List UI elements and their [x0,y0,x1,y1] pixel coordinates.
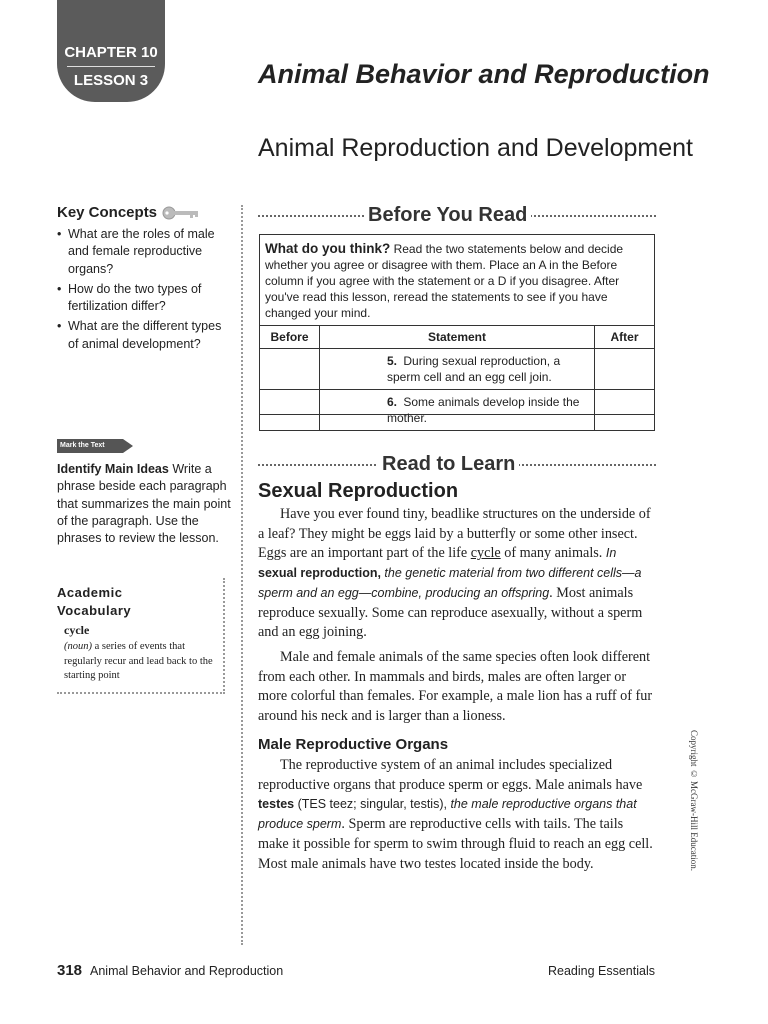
column-header-after: After [595,326,655,349]
after-answer-cell[interactable] [595,390,655,431]
column-header-statement: Statement [320,326,595,349]
text-run: . Most animals reproduce sexually. Some can reproduce asexually, without a sperm and an egg joining. [258,584,643,641]
before-you-read-header [258,204,656,226]
paragraph-1 [258,505,653,643]
after-answer-cell[interactable] [595,349,655,390]
key-term-definition: the male reproductive organs that produce sperm [258,797,637,832]
chapter-lesson-tab [57,0,165,102]
academic-vocabulary-title [57,584,131,620]
pronunciation: (TES teez; singular, testis), [294,797,451,812]
lesson-label: LESSON 3 [73,72,149,89]
statement-text: During sexual reproduction, a sperm cell and an egg cell join. [387,354,561,384]
copyright-notice: Copyright © McGraw-Hill Education. [689,730,699,871]
column-divider [241,205,243,945]
vocab-definition [64,640,214,684]
statement-number: 5. [387,354,398,368]
key-term-definition: the genetic material from two different cells—a sperm and an egg—combine, producing an offspring [258,566,642,600]
before-answer-cell[interactable] [260,390,320,431]
statement-number: 6. [387,395,398,409]
key-icon [162,205,200,221]
footer-chapter-title: Animal Behavior and Reproduction [90,964,284,978]
what-do-you-think-label: What do you think? [265,241,391,256]
key-concepts-list [57,226,232,356]
statement-cell [320,390,595,431]
key-concept-item: • What are the different types of animal development? [57,318,232,353]
page-number: 318 [57,962,83,979]
text-run: The reproductive system of an animal includes specialized reproductive organs that produce sperm or eggs. Male animals have [258,757,643,793]
identify-main-ideas-body: Write a phrase beside each paragraph that summarizes the main point of the paragraph. Use the phrases to review the lesson. [57,462,231,546]
prompt-text: Read the two statements below and decide whether you agree or disagree with them. Place an A in the Before column if you agree with the statement or a D if you disagree. After you've read this lesson, reread the statements to see if you have changed your mind. [265,242,624,320]
chapter-label: CHAPTER 10 [64,44,158,61]
before-answer-cell[interactable] [260,349,320,390]
key-term-testes: testes [258,797,295,812]
what-do-you-think-prompt [265,241,645,321]
vocab-word: cycle [64,623,90,637]
vocab-part-of-speech: (noun) [64,641,92,652]
identify-main-ideas [57,461,232,547]
table-row [260,349,655,390]
academic-vocabulary-box [57,578,225,694]
page-title: Animal Behavior and Reproduction [258,59,710,89]
before-you-read-heading: Before You Read [364,204,531,226]
paragraph-2: Male and female animals of the same species often look different from each other. In mammals and birds, males are often larger or more colorful than females. For example, a male lion has a ruff of fur around his neck and is larger than a lioness. [258,649,653,725]
identify-main-ideas-heading: Identify Main Ideas [57,462,169,476]
lesson-subtitle: Animal Reproduction and Development [258,134,693,162]
column-header-before: Before [260,326,320,349]
statement-text: Some animals develop inside the mother. [387,395,580,425]
key-concepts-title: Key Concepts [57,204,158,221]
key-concept-item: • How do the two types of fertilization differ? [57,281,232,316]
text-run: of many animals. [500,545,606,562]
footer-book-title: Reading Essentials [547,964,655,978]
mark-the-text-label: Mark the Text [60,442,105,449]
key-concept-item: • What are the roles of male and female reproductive organs? [57,226,232,278]
vocab-definition-text: a series of events that regularly recur and lead back to the starting point [64,641,213,681]
table-row [260,390,655,431]
academic-vocabulary-title-line2: Vocabulary [57,603,132,618]
statement-cell [320,349,595,390]
table-header-row [260,326,655,349]
what-do-you-think-box [259,234,655,425]
statements-table [259,325,655,431]
tab-divider [67,66,155,67]
section-title: Sexual Reproduction [258,480,459,502]
read-to-learn-header [258,453,656,475]
text-run: Have you ever found tiny, beadlike structures on the underside of a leaf? They might be eggs laid by a butterfly or some other insect. Eggs are an important part of the life [258,506,651,562]
read-to-learn-heading: Read to Learn [378,453,519,475]
paragraph-3 [258,756,653,874]
key-term-sexual-reproduction: sexual reproduction, [258,566,381,581]
subsection-title: Male Reproductive Organs [258,736,449,753]
vocab-term-cycle: cycle [470,545,501,562]
text-run: . Sperm are reproductive cells with tails. The tails make it possible for sperm to swim through fluid to reach an egg cell. Most male animals have two testes located inside the body. [258,816,653,872]
academic-vocabulary-title-line1: Academic [57,585,123,600]
text-run: In [605,546,617,561]
